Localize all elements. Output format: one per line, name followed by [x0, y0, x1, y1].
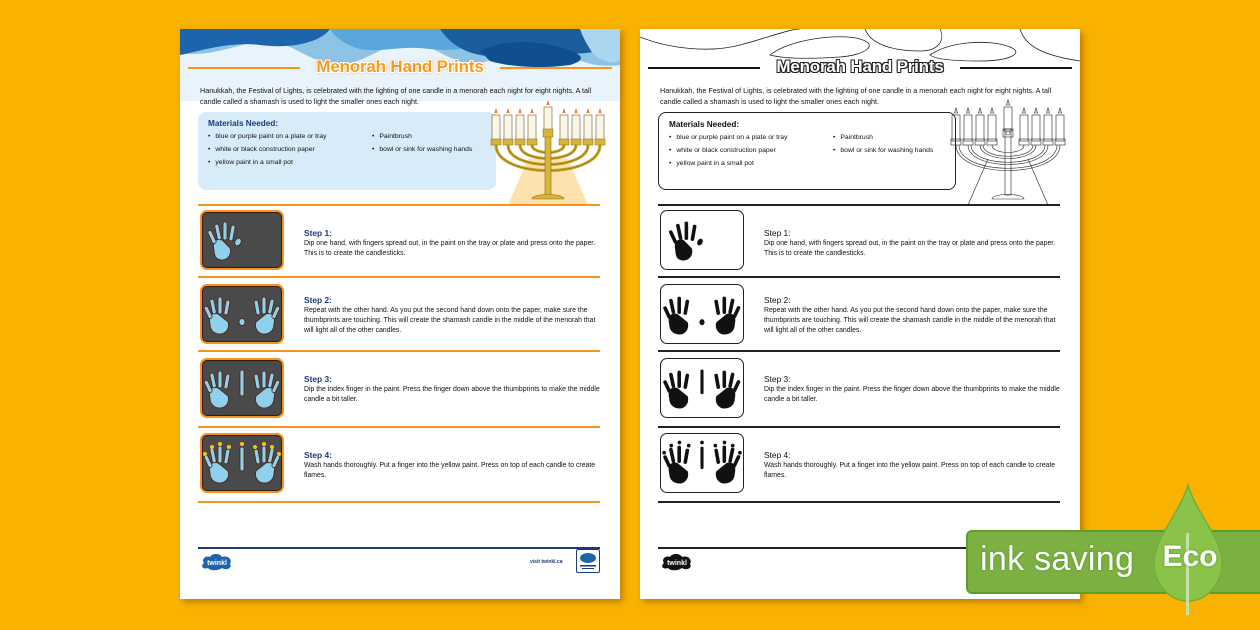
step-title: Step 4: [764, 450, 791, 460]
quality-badge-icon [576, 549, 600, 573]
two-handprints-tall-center-icon [661, 359, 743, 417]
step-body: Dip the index finger in the paint. Press the finger down above the thumbprints to make the middle candle a bit taller. [304, 386, 600, 403]
worksheet-title: Menorah Hand Prints [316, 57, 484, 76]
intro-paragraph: Hanukkah, the Festival of Lights, is celebrated with the lighting of one candle in a menorah each night for eight nights. A tall candle called a shamash is used to light the smaller ones each night. [660, 86, 1052, 106]
title-row [640, 57, 1080, 79]
material-item: • Paintbrush [833, 134, 963, 141]
menorah-outline-illustration [948, 99, 1068, 205]
step-2-image [660, 284, 744, 344]
handprint-icon [661, 211, 743, 269]
step-body: Repeat with the other hand. As you put the second hand down onto the paper, make sure the thumbprints are touching. This will create the shamash candle in the middle of the menorah that will light all of the other candles. [764, 307, 1056, 334]
material-item: • Paintbrush [372, 133, 502, 140]
twinkl-logo [200, 553, 234, 571]
material-item: • bowl or sink for washing hands [833, 147, 963, 154]
step-1-image [660, 210, 744, 270]
step-body: Dip one hand, with fingers spread out, in the paint on the tray or plate and press onto the paper. This is to create the candlesticks. [304, 240, 596, 257]
section-divider [198, 501, 600, 503]
step-3-text [764, 374, 1064, 405]
step-4-image [660, 433, 744, 493]
svg-text:twinkl: twinkl [207, 560, 227, 567]
material-item: • white or black construction paper [208, 146, 372, 153]
handprints-with-flames-icon [202, 435, 282, 491]
two-handprints-tall-center-icon [202, 360, 282, 416]
section-divider [658, 204, 1060, 206]
step-1-text [304, 228, 604, 259]
menorah-illustration [488, 99, 608, 205]
materials-box [658, 112, 956, 190]
section-divider [658, 426, 1060, 428]
step-title: Step 2: [304, 295, 332, 305]
step-2-image [200, 284, 284, 344]
step-2-text [764, 295, 1064, 335]
material-item: • blue or purple paint on a plate or tray [208, 133, 372, 140]
step-title: Step 4: [304, 450, 332, 460]
svg-text:twinkl: twinkl [667, 560, 687, 567]
materials-title: Materials Needed: [669, 120, 740, 129]
twinkl-logo [660, 553, 694, 571]
step-body: Repeat with the other hand. As you put the second hand down onto the paper, make sure the thumbprints are touching. This will create the shamash candle in the middle of the menorah that will light all of the other candles. [304, 307, 596, 334]
section-divider [198, 276, 600, 278]
material-item: • blue or purple paint on a plate or tray [669, 134, 833, 141]
worksheet-ink-saving [640, 29, 1080, 599]
step-4-text [764, 450, 1064, 481]
ink-saving-label: ink saving [980, 540, 1135, 578]
section-divider [198, 426, 600, 428]
step-body: Wash hands thoroughly. Put a finger into the yellow paint. Press on top of each candle to create flames. [764, 462, 1056, 479]
step-title: Step 3: [764, 374, 791, 384]
intro-paragraph: Hanukkah, the Festival of Lights, is celebrated with the lighting of one candle in a menorah each night for eight nights. A tall candle called a shamash is used to light the smaller ones each night. [200, 86, 592, 106]
two-handprints-icon [202, 286, 282, 342]
step-title: Step 1: [304, 228, 332, 238]
section-divider [658, 501, 1060, 503]
step-3-image [200, 358, 284, 418]
footer-rule [198, 547, 600, 549]
step-title: Step 2: [764, 295, 791, 305]
worksheet-title: Menorah Hand Prints [776, 57, 944, 76]
section-divider [658, 276, 1060, 278]
eco-label: Eco [1162, 540, 1218, 573]
step-4-text [304, 450, 604, 481]
title-row [180, 57, 620, 79]
material-item: • white or black construction paper [669, 147, 833, 154]
step-body: Dip the index finger in the paint. Press the finger down above the thumbprints to make the middle candle a bit taller. [764, 386, 1060, 403]
material-item: • bowl or sink for washing hands [372, 146, 502, 153]
step-3-image [660, 358, 744, 418]
step-title: Step 1: [764, 228, 791, 238]
step-4-image [200, 433, 284, 493]
handprints-with-flames-icon [661, 434, 743, 492]
handprint-icon [202, 212, 282, 268]
visit-link[interactable]: visit twinkl.ca [530, 559, 563, 565]
step-1-text [764, 228, 1064, 259]
two-handprints-icon [661, 285, 743, 343]
materials-box [198, 112, 496, 190]
worksheet-color [180, 29, 620, 599]
material-item: • yellow paint in a small pot [669, 160, 833, 167]
step-2-text [304, 295, 604, 335]
material-item: • yellow paint in a small pot [208, 159, 372, 166]
step-title: Step 3: [304, 374, 332, 384]
materials-title: Materials Needed: [208, 119, 279, 128]
section-divider [198, 350, 600, 352]
step-3-text [304, 374, 604, 405]
step-body: Dip one hand, with fingers spread out, in the paint on the tray or plate and press onto the paper. This is to create the candlesticks. [764, 240, 1056, 257]
section-divider [198, 204, 600, 206]
section-divider [658, 350, 1060, 352]
step-1-image [200, 210, 284, 270]
step-body: Wash hands thoroughly. Put a finger into the yellow paint. Press on top of each candle to create flames. [304, 462, 596, 479]
